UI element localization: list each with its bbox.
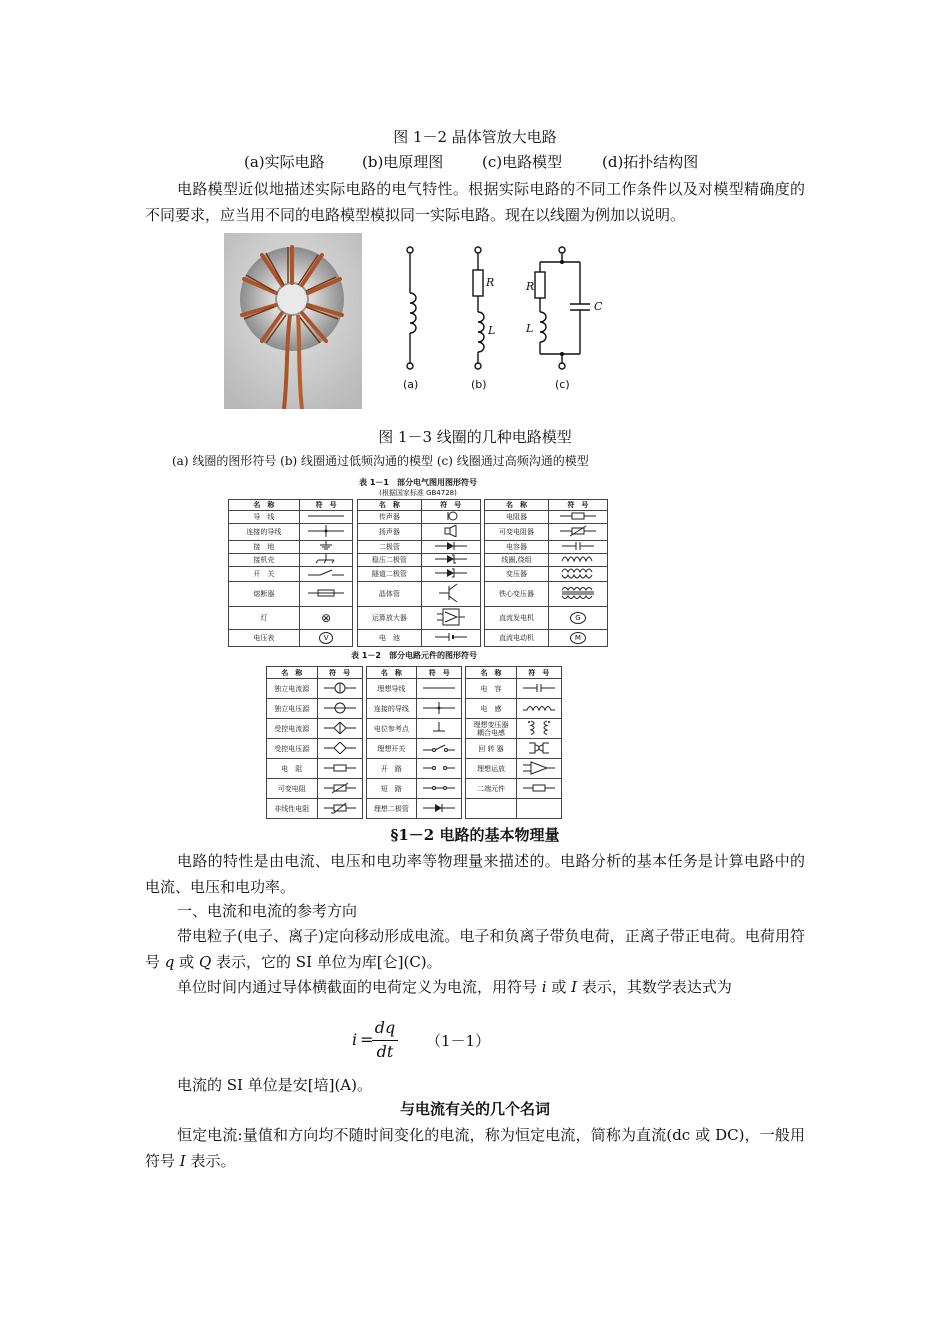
lamp-symbol-icon: ⊗	[299, 607, 353, 630]
controlled-voltage-source-symbol-icon	[322, 742, 358, 754]
t1-c2-7: 电 池	[357, 630, 421, 647]
paragraph-charge	[145, 923, 805, 975]
t1-h-sym2: 符 号	[421, 500, 480, 511]
t2-c3-1: 电 感	[466, 699, 517, 719]
ideal-op-amp-symbol-icon	[521, 761, 557, 775]
ideal-wire-symbol-icon	[421, 684, 457, 692]
table2	[266, 666, 562, 819]
t1-c1-2: 接 地	[229, 541, 300, 554]
t1-c1-1: 连接的导线	[229, 524, 300, 541]
t1-c3-0: 电阻器	[485, 511, 549, 524]
table2-title: 表 1－2 部分电路元件的图形符号	[351, 651, 477, 660]
t2-c2-4: 开 路	[366, 759, 417, 779]
t1-c1-5: 熔断器	[229, 582, 300, 607]
t1-c1-4: 开 关	[229, 567, 300, 582]
short-circuit-symbol-icon	[421, 783, 457, 793]
t2-c3-6: 二端元件	[466, 779, 517, 799]
para4-b: 或	[546, 978, 572, 996]
formula-numerator: dq	[374, 1018, 396, 1037]
t2-c2-5: 短 路	[366, 779, 417, 799]
t1-c2-1: 扬声器	[357, 524, 421, 541]
open-circuit-symbol-icon	[421, 763, 457, 773]
para4-a: 单位时间内通过导体横截面的电荷定义为电流，用符号	[177, 978, 542, 996]
fig12-sub-a: (a)实际电路	[244, 153, 325, 171]
ideal-switch-symbol-icon	[421, 743, 457, 753]
symbol-Q: Q	[198, 953, 212, 971]
two-terminal-element-symbol-icon	[521, 783, 557, 793]
para4-c: 表示，其数学表达式为	[577, 978, 732, 996]
toroidal-coil-image	[224, 233, 362, 409]
t2-c1-6: 非线性电阻	[267, 799, 318, 819]
t2-c2-0: 理想导线	[366, 679, 417, 699]
t2-c3-2a: 理想变压器	[473, 720, 509, 729]
t2-h-name1: 名 称	[267, 667, 318, 679]
symbol-q: q	[164, 953, 175, 971]
connected-wire-symbol-icon	[421, 702, 457, 714]
formula-lhs: i	[352, 1030, 358, 1049]
para3-a: 带电粒子(电子、离子)定向移动形成电流。电子和负离子带负电荷，正离子带正电荷。电荷用符号	[145, 927, 805, 971]
t1-h-sym3: 符 号	[548, 500, 607, 511]
fig12-sub-d: (d)拓扑结构图	[602, 153, 699, 171]
t1-c3-2: 电容器	[485, 541, 549, 554]
label-R-b: R	[486, 276, 495, 289]
ground-symbol-icon	[306, 541, 346, 551]
paragraph-constant-current	[145, 1122, 805, 1174]
wire-symbol-icon	[306, 512, 346, 520]
t1-c3-5: 铁心变压器	[485, 582, 549, 607]
label-C-c: C	[594, 300, 603, 313]
battery-symbol-icon	[431, 632, 471, 642]
variable-resistor-symbol-icon	[322, 782, 358, 794]
reference-point-symbol-icon	[421, 722, 457, 734]
t2-c1-5: 可变电阻	[267, 779, 318, 799]
label-L-c: L	[526, 322, 534, 335]
coil-symbol-icon	[558, 554, 598, 564]
table1-subtitle: (根据国家标准 GB4728)	[379, 489, 457, 497]
t1-c2-3: 稳压二极管	[357, 554, 421, 567]
t2-c1-3: 受控电压源	[267, 739, 318, 759]
ideal-transformer-symbol-icon	[521, 720, 557, 736]
t1-c1-6: 灯	[229, 607, 300, 630]
paragraph-circuit-model: 电路模型近似地描述实际电路的电气特性。根据实际电路的不同工作条件以及对模型精确度的不同要求，应当用不同的电路模型模拟同一实际电路。现在以线圈为例加以说明。	[145, 180, 805, 224]
t1-h-name1: 名 称	[229, 500, 300, 511]
diode-symbol-icon	[431, 541, 471, 551]
para3-b: 或	[174, 953, 199, 971]
label-L-b: L	[488, 324, 496, 337]
paragraph-current-definition	[145, 974, 805, 1000]
voltage-source-symbol-icon	[322, 702, 358, 714]
t1-c1-3: 接机壳	[229, 554, 300, 567]
controlled-current-source-symbol-icon	[322, 722, 358, 734]
inductor-symbol-icon	[521, 703, 557, 713]
heading-current-direction: 一、电流和电流的参考方向	[177, 902, 358, 920]
heading-current-terms: 与电流有关的几个名词	[399, 1100, 550, 1118]
symbol-I-dc: I	[179, 1152, 186, 1170]
label-b: (b)	[471, 378, 487, 391]
label-R-c: R	[526, 280, 535, 293]
resistor-symbol-icon	[322, 763, 358, 773]
voltmeter-symbol-icon: V	[319, 632, 333, 644]
t2-c1-1: 独立电压源	[267, 699, 318, 719]
t2-c2-1: 连接的导线	[366, 699, 417, 719]
t2-c2-3: 理想开关	[366, 739, 417, 759]
microphone-symbol-icon	[431, 511, 471, 521]
fraction-bar	[372, 1040, 398, 1041]
t2-c2-2: 电位参考点	[366, 719, 417, 739]
t1-h-name3: 名 称	[485, 500, 549, 511]
ideal-diode-symbol-icon	[421, 803, 457, 813]
t2-c3-4: 回 转 器	[466, 739, 517, 759]
current-source-symbol-icon	[322, 682, 358, 694]
t2-c1-4: 电 阻	[267, 759, 318, 779]
gyrator-symbol-icon	[521, 741, 557, 755]
t2-h-name2: 名 称	[366, 667, 417, 679]
t1-c2-4: 隧道二极管	[357, 567, 421, 582]
t2-h-sym3: 符 号	[516, 667, 561, 679]
coil-photo	[224, 233, 362, 409]
nonlinear-resistor-symbol-icon	[322, 802, 358, 814]
symbol-I: I	[571, 978, 578, 996]
symbol-i: i	[541, 978, 547, 996]
t2-c2-6: 理想二极管	[366, 799, 417, 819]
variable-resistor-symbol-icon	[558, 525, 598, 537]
capacitor-symbol-icon	[558, 541, 598, 551]
t1-c2-2: 二极管	[357, 541, 421, 554]
t1-c2-0: 传声器	[357, 511, 421, 524]
t2-c1-0: 独立电流源	[267, 679, 318, 699]
t2-c3-5: 理想运放	[466, 759, 517, 779]
t1-c3-1: 可变电阻器	[485, 524, 549, 541]
formula-denominator: dt	[376, 1042, 394, 1061]
t1-c3-6: 直流发电机	[485, 607, 549, 630]
tunnel-diode-symbol-icon	[431, 568, 471, 578]
formula-number: （1－1）	[426, 1032, 491, 1050]
t2-h-sym1: 符 号	[317, 667, 362, 679]
fig12-caption: 图 1－2 晶体管放大电路	[393, 128, 557, 146]
iron-core-transformer-symbol-icon	[558, 585, 598, 601]
transformer-symbol-icon	[558, 567, 598, 579]
fig13-caption: 图 1－3 线圈的几种电路模型	[378, 428, 572, 446]
label-c: (c)	[555, 378, 570, 391]
t1-c2-5: 晶体管	[357, 582, 421, 607]
para6-b: 表示。	[185, 1152, 236, 1170]
t1-c3-7: 直流电动机	[485, 630, 549, 647]
generator-symbol-icon: G	[570, 612, 586, 624]
t1-c3-3: 线圈,绕组	[485, 554, 549, 567]
fig12-sub-b: (b)电原理图	[362, 153, 444, 171]
fuse-symbol-icon	[306, 588, 346, 598]
connected-wire-symbol-icon	[306, 525, 346, 537]
section-title: §1－2 电路的基本物理量	[390, 826, 560, 844]
speaker-symbol-icon	[431, 525, 471, 537]
formula-equals: =	[360, 1030, 374, 1049]
coil-models-diagram	[398, 238, 618, 398]
switch-symbol-icon	[306, 568, 346, 578]
fig12-subcaptions	[244, 151, 724, 173]
table1	[228, 499, 608, 647]
coil-models-svg	[398, 238, 618, 398]
zener-diode-symbol-icon	[431, 554, 471, 564]
t1-c3-4: 变压器	[485, 567, 549, 582]
label-a: (a)	[403, 378, 419, 391]
t2-c3-0: 电 容	[466, 679, 517, 699]
para6-a: 恒定电流:量值和方向均不随时间变化的电流，称为恒定电流，简称为直流(dc 或 DC)，一般用符号	[145, 1126, 805, 1170]
t1-h-name2: 名 称	[357, 500, 421, 511]
para3-c: 表示，它的 SI 单位为库[仑](C)。	[211, 953, 442, 971]
table1-title: 表 1－1 部分电气图用图形符号	[359, 478, 477, 487]
t2-c3-3: 耦合电感	[476, 728, 505, 737]
t1-c2-6: 运算放大器	[357, 607, 421, 630]
op-amp-symbol-icon	[431, 607, 471, 627]
formula-current	[350, 1018, 510, 1064]
paragraph-circuit-characteristics: 电路的特性是由电流、电压和电功率等物理量来描述的。电路分析的基本任务是计算电路中的电流、电压和电功率。	[145, 852, 805, 896]
motor-symbol-icon: M	[570, 632, 586, 644]
t1-h-sym1: 符 号	[299, 500, 353, 511]
t2-h-name3: 名 称	[466, 667, 517, 679]
fig12-sub-c: (c)电路模型	[482, 153, 563, 171]
t1-c1-7: 电压表	[229, 630, 300, 647]
t1-c1-0: 导 线	[229, 511, 300, 524]
t2-c3-2	[466, 719, 517, 739]
fig13-subcaption: (a) 线圈的图形符号 (b) 线圈通过低频沟通的模型 (c) 线圈通过高频沟通的模型	[172, 454, 589, 468]
paragraph-si-unit: 电流的 SI 单位是安[培](A)。	[177, 1076, 372, 1094]
transistor-symbol-icon	[431, 583, 471, 603]
t2-c1-2: 受控电流源	[267, 719, 318, 739]
t2-h-sym2: 符 号	[417, 667, 462, 679]
capacitor-symbol-icon	[521, 683, 557, 693]
resistor-symbol-icon	[558, 512, 598, 520]
chassis-symbol-icon	[306, 554, 346, 564]
